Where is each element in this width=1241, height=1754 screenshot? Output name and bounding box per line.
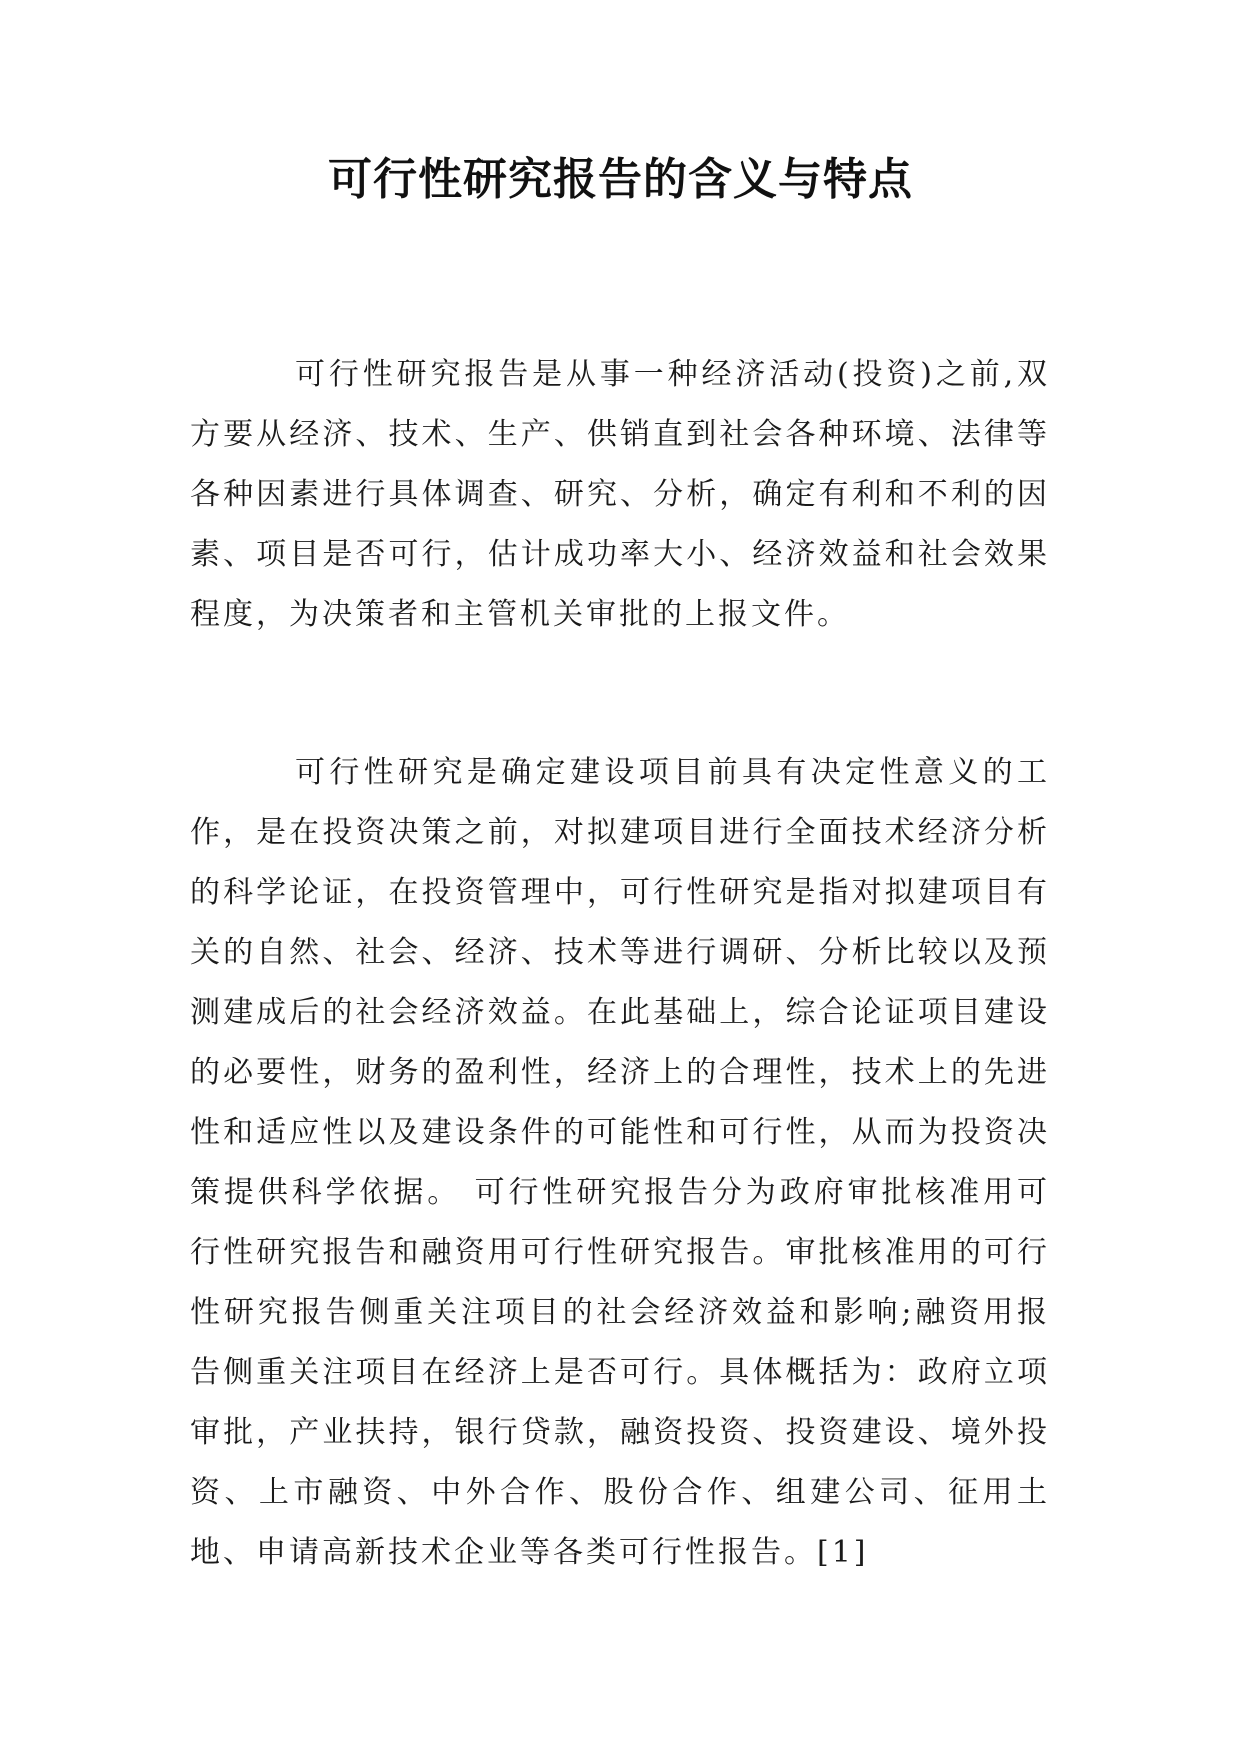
paragraph-definition: 可行性研究报告是从事一种经济活动(投资)之前,双方要从经济、技术、生产、供销直到社会各种环境、法律等各种因素进行具体调查、研究、分析，确定有利和不利的因素、项目是否可行，估计成功率大小、经济效益和社会效果程度，为决策者和主管机关审批的上报文件。 — [190, 357, 1050, 632]
document-title: 可行性研究报告的含义与特点 — [328, 154, 913, 205]
paragraph-features: 可行性研究是确定建设项目前具有决定性意义的工作，是在投资决策之前，对拟建项目进行全面技术经济分析的科学论证，在投资管理中，可行性研究是指对拟建项目有关的自然、社会、经济、技术等进行调研、分析比较以及预测建成后的社会经济效益。在此基础上，综合论证项目建设的必要性，财务的盈利性，经济上的合理性，技术上的先进性和适应性以及建设条件的可能性和可行性，从而为投资决策提供科学依据。 可行性研究报告分为政府审批核准用可行性研究报告和融资用可行性研究报告。审批核准用的可行性研究报告侧重关注项目的社会经济效益和影响;融资用报告侧重关注项目在经济上是否可行。具体概括为：政府立项审批，产业扶持，银行贷款，融资投资、投资建设、境外投资、上市融资、中外合作、股份合作、组建公司、征用土地、申请高新技术企业等各类可行性报告。[1] — [190, 755, 1050, 1570]
